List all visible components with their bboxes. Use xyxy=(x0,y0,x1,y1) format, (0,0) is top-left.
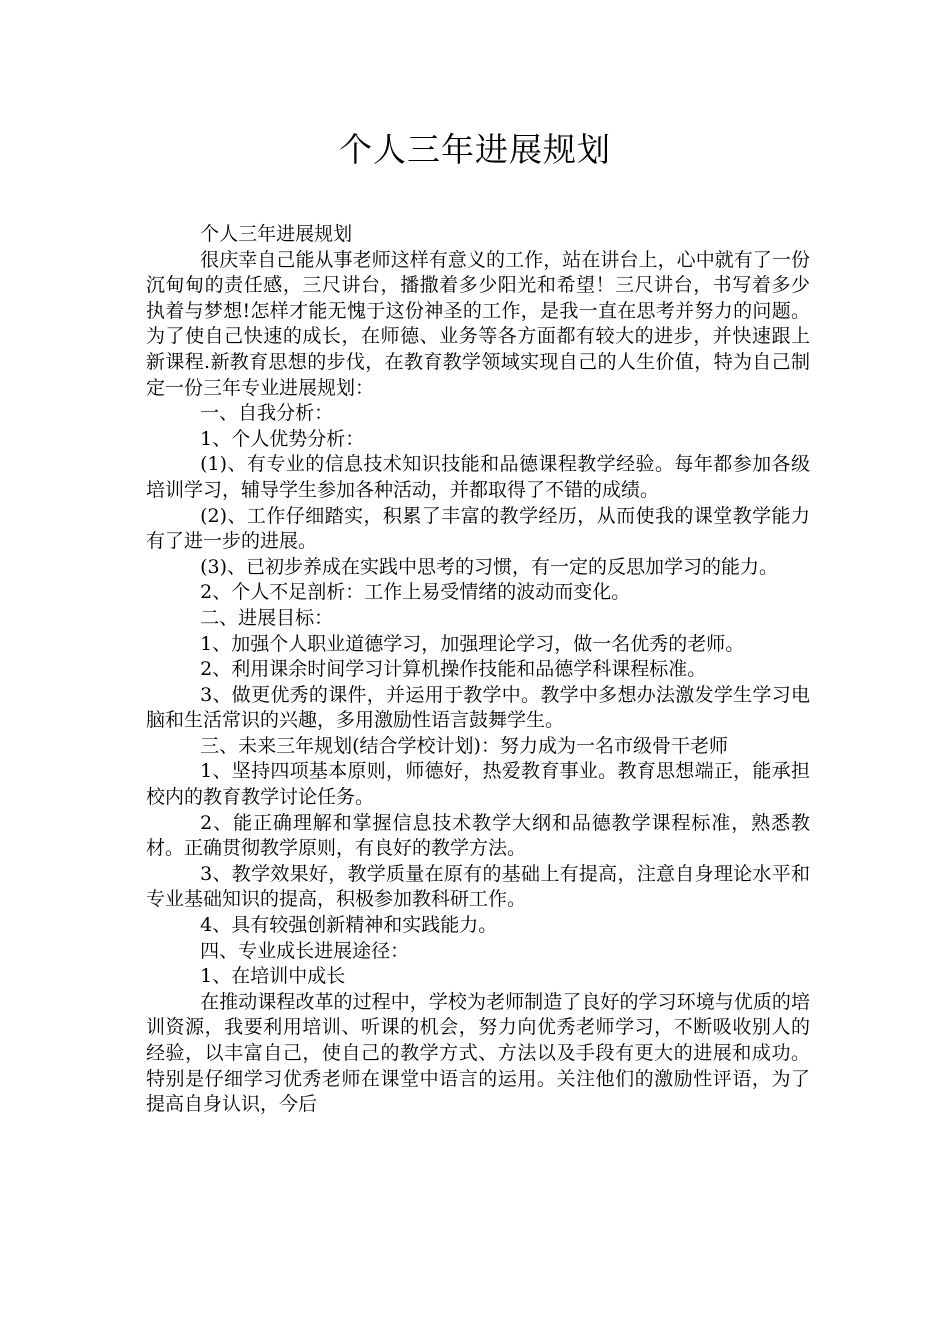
paragraph-training: 在推动课程改革的过程中，学校为老师制造了良好的学习环境与优质的培训资源，我要利用培训、听课的机会，努力向优秀老师学习，不断吸收别人的经验，以丰富自己，使自己的教学方式、方法以及手段有更大的进展和成功。特别是仔细学习优秀老师在课堂中语言的运用。关注他们的激励性评语，为了提高自身认识，今后 xyxy=(146,990,810,1116)
paragraph-strength-2: (2)、工作仔细踏实，积累了丰富的教学经历，从而使我的课堂教学能力有了进一步的进展。 xyxy=(146,504,810,553)
paragraph-subtitle: 个人三年进展规划 xyxy=(200,223,353,245)
subheading-strengths: 1、个人优势分析： xyxy=(200,427,365,450)
paragraph-intro: 很庆幸自己能从事老师这样有意义的工作，站在讲台上，心中就有了一份沉甸甸的责任感，三尺讲台，播撒着多少阳光和希望！三尺讲台，书写着多少执着与梦想!怎样才能无愧于这份神圣的工作，是我一直在思考并努力的问题。为了使自己快速的成长，在师德、业务等各方面都有较大的进步，并快速跟上新课程.新教育思想的步伐，在教育教学领域实现自己的人生价值，特为自己制定一份三年专业进展规划： xyxy=(146,248,810,399)
paragraph-plan-1: 1、坚持四项基本原则，师德好，热爱教育事业。教育思想端正，能承担校内的教育教学讨论任务。 xyxy=(146,760,810,809)
paragraph-goal-3: 3、做更优秀的课件，并运用于教学中。教学中多想办法激发学生学习电脑和生活常识的兴趣，多用激励性语言鼓舞学生。 xyxy=(146,683,810,732)
paragraph-strength-3: (3)、已初步养成在实践中思考的习惯，有一定的反思加学习的能力。 xyxy=(200,555,779,578)
paragraph-goal-2: 2、利用课余时间学习计算机操作技能和品德学科课程标准。 xyxy=(200,658,707,681)
paragraph-goal-1: 1、加强个人职业道德学习，加强理论学习，做一名优秀的老师。 xyxy=(200,632,745,655)
paragraph-plan-3: 3、教学效果好，教学质量在原有的基础上有提高，注意自身理论水平和专业基础知识的提高，积极参加教科研工作。 xyxy=(146,862,810,911)
subheading-training: 1、在培训中成长 xyxy=(200,965,346,988)
heading-growth-path: 四、专业成长进展途径： xyxy=(200,939,410,962)
paragraph-plan-2: 2、能正确理解和掌握信息技术教学大纲和品德教学课程标准，熟悉教材。正确贯彻教学原则，有良好的教学方法。 xyxy=(146,811,810,860)
heading-goals: 二、进展目标： xyxy=(200,606,334,629)
paragraph-strength-1: (1)、有专业的信息技术知识技能和品德课程教学经验。每年都参加各级培训学习，辅导学生参加各种活动，并都取得了不错的成绩。 xyxy=(146,453,810,501)
document-body xyxy=(146,222,810,1118)
paragraph-weakness: 2、个人不足剖析：工作上易受情绪的波动而变化。 xyxy=(200,581,631,604)
heading-self-analysis: 一、自我分析： xyxy=(200,402,334,425)
paragraph-plan-4: 4、具有较强创新精神和实践能力。 xyxy=(200,914,498,937)
heading-three-year-plan: 三、未来三年规划(结合学校计划)：努力成为一名市级骨干老师 xyxy=(200,734,728,757)
document-title: 个人三年进展规划 xyxy=(339,130,611,169)
